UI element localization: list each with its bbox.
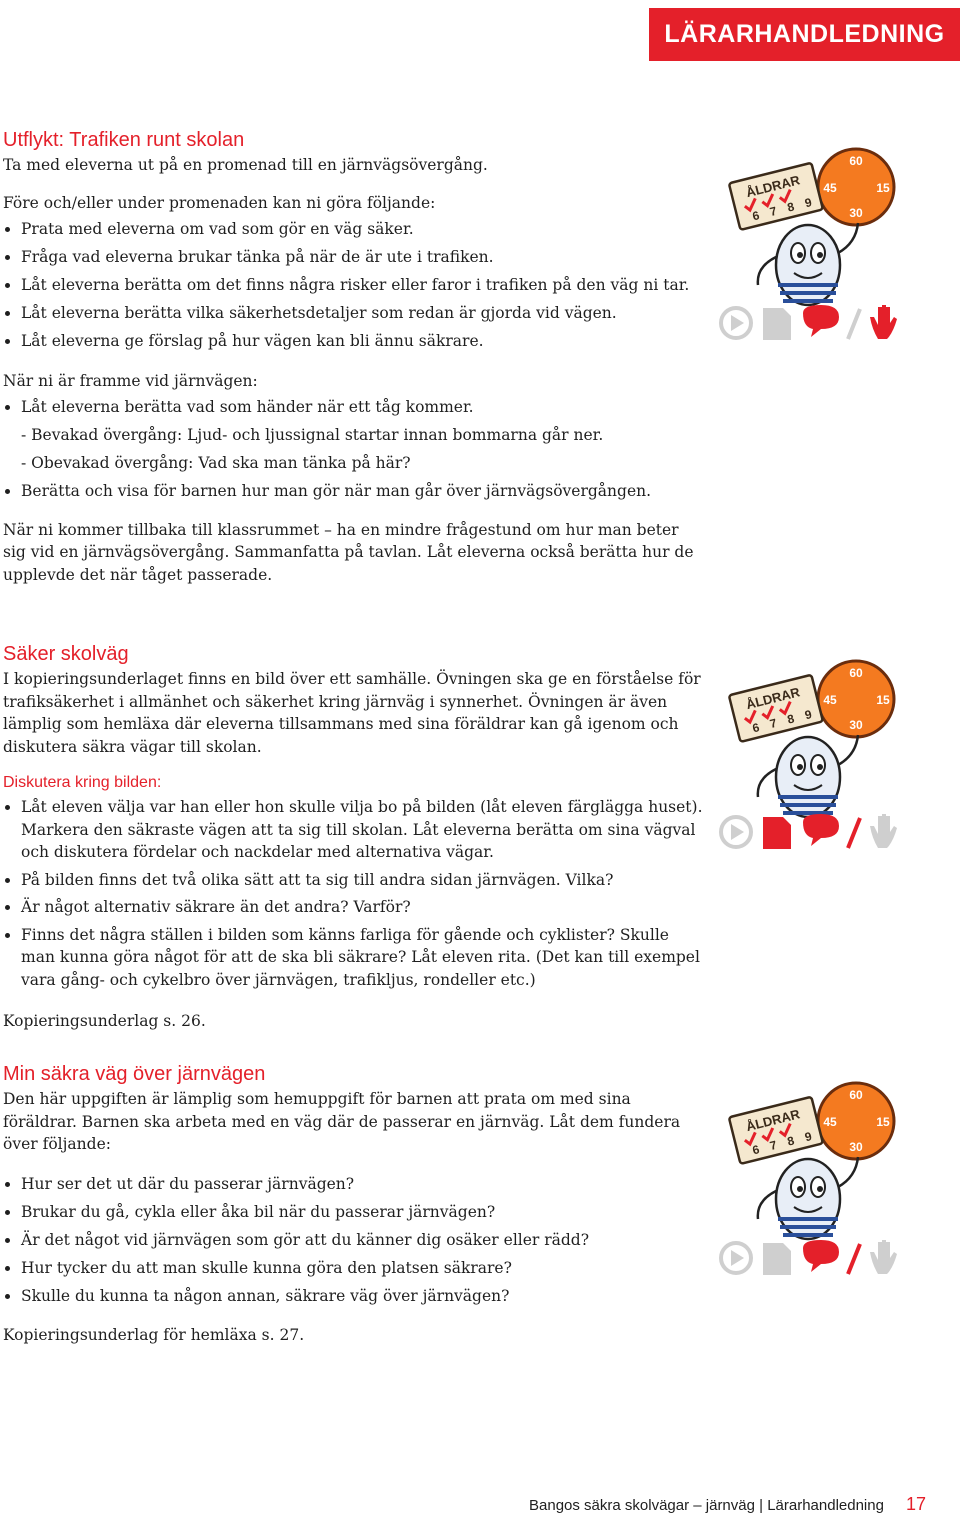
pencil-icon (848, 309, 860, 339)
section-title: Säker skolväg (3, 643, 129, 665)
clock-15: 15 (876, 181, 890, 195)
age-9: 9 (803, 707, 814, 723)
section-my-route (3, 1062, 703, 1346)
list-item: Berätta och visa för barnen hur man gör när man går över järnvägsövergången. (3, 477, 703, 505)
sign-text: ÅLDRAR (744, 684, 802, 713)
age-9: 9 (803, 1129, 814, 1145)
activity-icons (718, 303, 908, 343)
clock-15: 15 (876, 693, 890, 707)
list-item: Hur ser det ut där du passerar järnvägen? (3, 1170, 703, 1198)
document-icon (763, 817, 791, 849)
bullet-list (3, 796, 703, 991)
section-safe-route (3, 642, 703, 1033)
list-item: På bilden finns det två olika sätt att ta sig till andra sidan järnvägen. Vilka? (3, 869, 703, 892)
age-8: 8 (785, 199, 796, 215)
speech-bubble-icon (803, 1240, 839, 1272)
bullet-list (3, 1170, 703, 1310)
document-icon (763, 1243, 791, 1275)
clock-15: 15 (876, 1115, 890, 1129)
age-8: 8 (785, 711, 796, 727)
age-6: 6 (750, 208, 761, 224)
list-item: Skulle du kunna ta någon annan, säkrare väg över järnvägen? (3, 1282, 703, 1310)
bullet-list (3, 393, 703, 505)
clock-30: 30 (849, 206, 863, 220)
discuss-title: Diskutera kring bilden: (3, 774, 162, 791)
age-7: 7 (768, 715, 779, 732)
age-8: 8 (785, 1133, 796, 1149)
age-7: 7 (768, 203, 779, 220)
bullet-list (3, 215, 703, 355)
age-9: 9 (803, 195, 814, 211)
list-item: Låt eleven välja var han eller hon skulle vilja bo på bilden (låt eleven färglägga huset). Markera den säkraste vägen att ta sig till skolan. Låt eleverna berätta om sina vägval och diskutera fördelar och nackdelar med alternativa vägar. (3, 796, 703, 864)
section-intro: Ta med eleverna ut på en promenad till en järnvägsövergång. (3, 156, 488, 174)
list-item: Låt eleverna berätta vilka säkerhetsdetaljer som redan är gjorda vid vägen. (3, 299, 703, 327)
hand-icon (870, 305, 897, 339)
clock-30: 30 (849, 718, 863, 732)
list-item: Brukar du gå, cykla eller åka bil när du passerar järnvägen? (3, 1198, 703, 1226)
reference: Kopieringsunderlag för hemläxa s. 27. (3, 1325, 305, 1344)
speech-bubble-icon (803, 814, 839, 846)
clock-60: 60 (849, 666, 863, 680)
document-icon (763, 308, 791, 340)
list-item: Låt eleverna berätta om det finns några risker eller faror i trafiken på den väg ni tar. (3, 271, 703, 299)
back-text: När ni kommer tillbaka till klassrummet – ha en mindre frågestund om hur man beter sig vid en järnvägsövergång. Sammanfatta på tavlan. Låt eleverna också berätta hur de upplevde det när tåget passerade. (3, 520, 694, 584)
page-number: 17 (905, 1494, 926, 1514)
header-label: LÄRARHANDLEDNING (664, 20, 945, 48)
hand-icon (870, 1240, 897, 1274)
age-7: 7 (768, 1137, 779, 1154)
at-label: När ni är framme vid järnvägen: (3, 371, 258, 390)
list-item: Finns det några ställen i bilden som känns farliga för gående och cyklister? Skulle man kunna göra något för att de ska bli säkrare? Låt eleven rita. (Det kan till exempel vara gång- och cykelbro över järnvägen, trafikljus, rondeller etc.) (3, 924, 703, 992)
list-item: Låt eleverna berätta vad som händer när ett tåg kommer. (3, 393, 703, 421)
clock-30: 30 (849, 1140, 863, 1154)
page-footer (529, 1494, 926, 1515)
list-item: Låt eleverna ge förslag på hur vägen kan bli ännu säkrare. (3, 327, 703, 355)
list-item: Är det något vid järnvägen som gör att du känner dig osäker eller rädd? (3, 1226, 703, 1254)
section-title: Utflykt: Trafiken runt skolan (3, 129, 245, 151)
footer-text: Bangos säkra skolvägar – järnväg | Lärarhandledning (529, 1497, 884, 1514)
list-item: Prata med eleverna om vad som gör en väg säker. (3, 215, 703, 243)
section-intro: I kopieringsunderlaget finns en bild över ett samhälle. Övningen ska ge en förståelse för trafiksäkerhet i allmänhet och säkerhet kring järnväg i synnerhet. Övningen är även lämplig som hemläxa där eleverna tillsammans med sina föräldrar kan gå igenom och diskutera säkra vägar till skolan. (3, 670, 701, 756)
clock-45: 45 (823, 181, 837, 195)
list-item: Är något alternativ säkrare än det andra? Varför? (3, 896, 703, 919)
age-6: 6 (750, 720, 761, 736)
header-tab (649, 8, 960, 61)
clock-45: 45 (823, 1115, 837, 1129)
pencil-icon (848, 818, 860, 848)
clock-60: 60 (849, 154, 863, 168)
list-item: - Bevakad övergång: Ljud- och ljussignal startar innan bommarna går ner. (21, 425, 604, 444)
age-6: 6 (750, 1142, 761, 1158)
activity-icons (718, 1238, 908, 1278)
section-excursion (3, 128, 703, 586)
list-item: Hur tycker du att man skulle kunna göra den platsen säkrare? (3, 1254, 703, 1282)
clock-60: 60 (849, 1088, 863, 1102)
before-label: Före och/eller under promenaden kan ni göra följande: (3, 193, 436, 212)
hand-icon (870, 814, 897, 848)
clock-45: 45 (823, 693, 837, 707)
sign-text: ÅLDRAR (744, 1106, 802, 1135)
sign-text: ÅLDRAR (744, 172, 802, 201)
reference: Kopieringsunderlag s. 26. (3, 1012, 206, 1030)
speech-bubble-icon (803, 305, 839, 337)
list-item: - Obevakad övergång: Vad ska man tänka på här? (21, 453, 411, 472)
activity-icons (718, 812, 908, 852)
section-intro: Den här uppgiften är lämplig som hemuppgift för barnen att prata om med sina föräldrar. Barnen ska arbeta med en väg där de passerar en järnväg. Låt dem fundera över följande: (3, 1090, 681, 1153)
section-title: Min säkra väg över järnvägen (3, 1063, 266, 1085)
list-item: Fråga vad eleverna brukar tänka på när de är ute i trafiken. (3, 243, 703, 271)
pencil-icon (848, 1244, 860, 1274)
